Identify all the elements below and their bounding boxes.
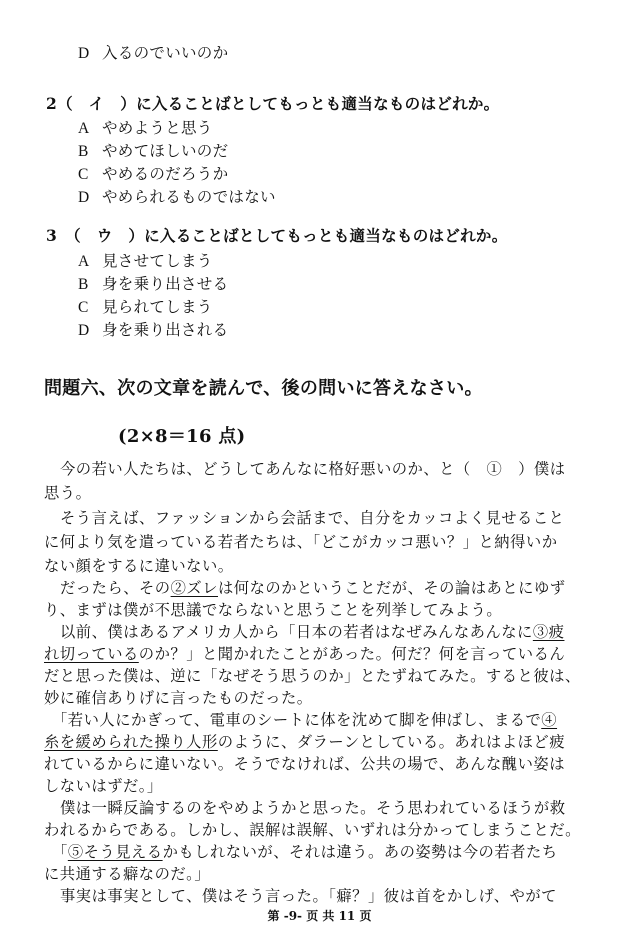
passage-line: に共通する癖なのだ。」 <box>44 865 211 883</box>
q3-option-a <box>78 249 213 271</box>
option-text: やめるのだろうか <box>102 165 229 183</box>
underlined-phrase-4: ④ <box>541 711 558 729</box>
passage-line: 思う。 <box>44 484 92 502</box>
option-text: 入るのでいいのか <box>102 44 229 62</box>
text-run: だったら、その <box>60 579 171 597</box>
option-letter: C <box>78 299 89 316</box>
passage-line: われるからである。しかし、誤解は誤解、いずれは分かってしまうことだ。 <box>44 821 581 839</box>
passage-line <box>44 642 565 664</box>
q2-option-d <box>78 185 276 207</box>
section-title: 問題六、次の文章を読んで、後の問いに答えなさい。 <box>44 378 483 399</box>
q2-option-b <box>78 139 228 161</box>
option-letter: D <box>78 45 90 62</box>
text-run: のように、ダラーンとしている。あれはよほど疲 <box>217 733 566 751</box>
passage-line: 僕は一瞬反論するのをやめようかと思った。そう思われているほうが救 <box>60 799 566 817</box>
option-letter: B <box>78 143 89 160</box>
option-letter: C <box>78 166 89 183</box>
page-footer: 第 -9- 页 共 11 页 <box>267 909 372 923</box>
q3-option-b <box>78 272 228 294</box>
text-run: 「若い人にかぎって、電車のシートに体を沈めて脚を伸ばし、まるで <box>52 711 542 729</box>
passage-line: に何より気を遣っている若者たちは、「どこがカッコ悪い？」と納得いか <box>44 533 558 551</box>
option-d-prev <box>78 41 228 63</box>
passage-line: そう言えば、ファッションから会話まで、自分をカッコよく見せること <box>60 509 565 527</box>
q2-option-c <box>78 162 228 184</box>
passage-line <box>44 730 565 752</box>
option-text: 見させてしまう <box>102 252 213 270</box>
passage-line <box>60 620 564 642</box>
option-text: 身を乗り出させる <box>102 275 229 293</box>
q3-option-d <box>78 318 228 340</box>
passage-line <box>52 708 557 730</box>
underlined-phrase-4-cont: 糸を緩められた操り人形 <box>44 733 218 751</box>
passage-line: しないはずだ。」 <box>44 777 163 795</box>
passage-line: 今の若い人たちは、どうしてあんなに格好悪いのか、と（ ① ）僕は <box>60 460 566 478</box>
text-run: 「 <box>52 843 68 861</box>
passage-line <box>52 840 558 862</box>
q2-option-a <box>78 116 213 138</box>
option-text: 身を乗り出される <box>102 321 229 339</box>
question-3-title: 3 （ ウ ）に入ることばとしてもっとも適当なものはどれか。 <box>46 226 508 245</box>
q3-option-c <box>78 295 213 317</box>
underlined-phrase-2: ②ズレ <box>170 579 218 597</box>
section-points: (2×8＝16 点) <box>118 426 246 447</box>
text-run: のか？」と聞かれたことがあった。何だ？何を言っているん <box>138 645 566 663</box>
question-2-title: 2（ イ ）に入ることばとしてもっとも適当なものはどれか。 <box>46 94 500 113</box>
option-text: 見られてしまう <box>102 298 213 316</box>
text-run: は何なのかということだが、その論はあとにゆず <box>218 579 566 597</box>
passage-line: だと思った僕は、逆に「なぜそう思うのか」とたずねてみた。すると彼は、 <box>44 667 581 685</box>
underlined-phrase-5: ⑤そう見える <box>67 843 163 861</box>
underlined-phrase-3-cont: れ切っている <box>44 645 139 663</box>
option-text: やめてほしいのだ <box>102 142 229 160</box>
option-text: やめようと思う <box>102 119 213 137</box>
underlined-phrase-3: ③疲 <box>532 623 565 641</box>
option-letter: B <box>78 276 89 293</box>
option-letter: D <box>78 189 90 206</box>
passage-line: 事実は事実として、僕はそう言った。「癖？」彼は首をかしげ、やがて <box>60 887 557 905</box>
passage-line: り、まずは僕が不思議でならないと思うことを列挙してみよう。 <box>44 601 503 619</box>
text-run: かもしれないが、それは違う。あの姿勢は今の若者たち <box>162 843 558 861</box>
option-text: やめられるものではない <box>102 188 276 206</box>
passage-line: れているからに違いない。そうでなければ、公共の場で、あんな醜い姿は <box>44 755 565 773</box>
passage-line: 妙に確信ありげに言ったものだった。 <box>44 689 313 707</box>
text-run: 以前、僕はあるアメリカ人から「日本の若者はなぜみんなあんなに <box>60 623 533 641</box>
option-letter: A <box>78 253 90 270</box>
passage-line <box>60 576 566 598</box>
option-letter: D <box>78 322 90 339</box>
passage-line: ない顔をするに違いない。 <box>44 557 234 575</box>
option-letter: A <box>78 120 90 137</box>
